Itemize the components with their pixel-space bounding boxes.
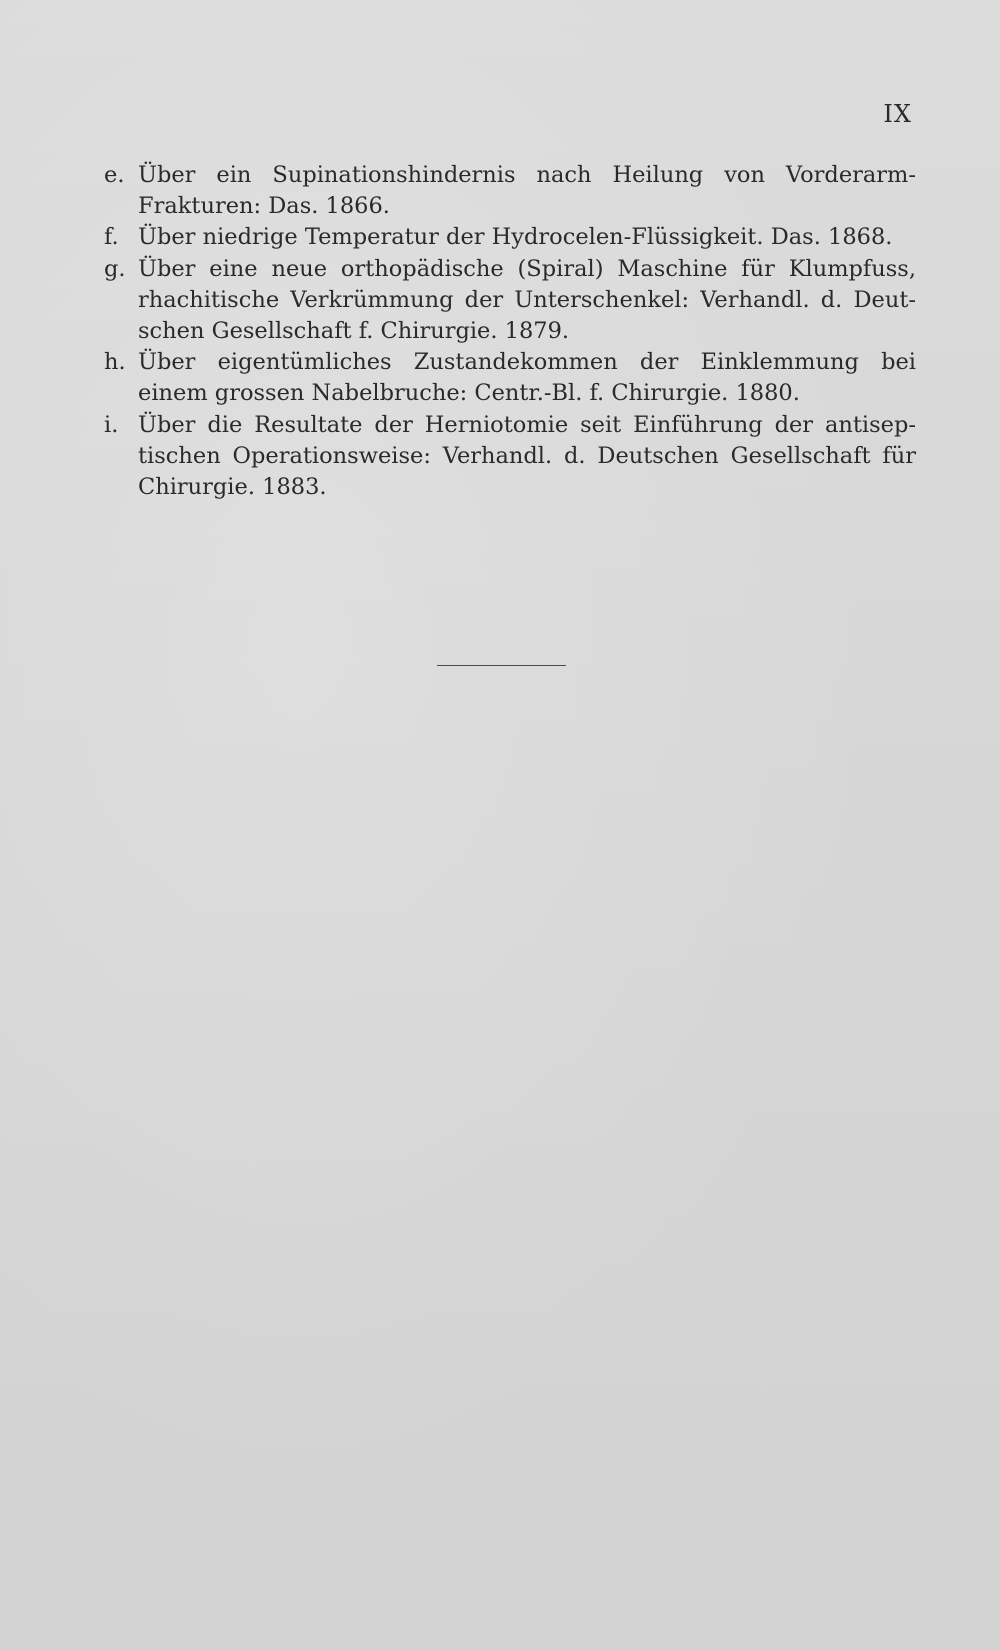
page-number: IX <box>883 100 912 128</box>
entry-label: f. <box>104 224 119 251</box>
entry-text: Über eine neue orthopädische (Spiral) Maschine für Klumpfuss, rhachitische Verkrümmung der Unterschenkel: Verhandl. d. Deutschen Gesellschaft f. Chirurgie. 1879. <box>138 255 916 345</box>
entry-label: e. <box>104 162 125 188</box>
bibliography-list <box>104 160 916 503</box>
entry-text: Über eigentümliches Zustandekommen der Einklemmung bei einem grossen Nabelbruche: Centr.-Bl. f. Chirurgie. 1880. <box>138 349 916 407</box>
section-end-rule <box>437 665 566 666</box>
bibliography-entry-g <box>104 254 916 348</box>
entry-label: g. <box>104 255 126 282</box>
bibliography-entry-h <box>104 347 916 409</box>
entry-text: Über niedrige Temperatur der Hydrocelen-Flüssigkeit. Das. 1868. <box>138 224 893 251</box>
entry-label: i. <box>104 411 119 438</box>
bibliography-entry-i <box>104 410 916 504</box>
bibliography-entry-e <box>104 160 916 222</box>
entry-text: Über ein Supinationshindernis nach Heilung von Vorderarm-Frakturen: Das. 1866. <box>138 162 916 220</box>
entry-label: h. <box>104 349 126 376</box>
entry-text: Über die Resultate der Herniotomie seit Einführung der antiseptischen Operationsweise: Verhandl. d. Deutschen Gesellschaft für Chirurgie. 1883. <box>138 411 916 501</box>
bibliography-entry-f <box>104 222 916 253</box>
